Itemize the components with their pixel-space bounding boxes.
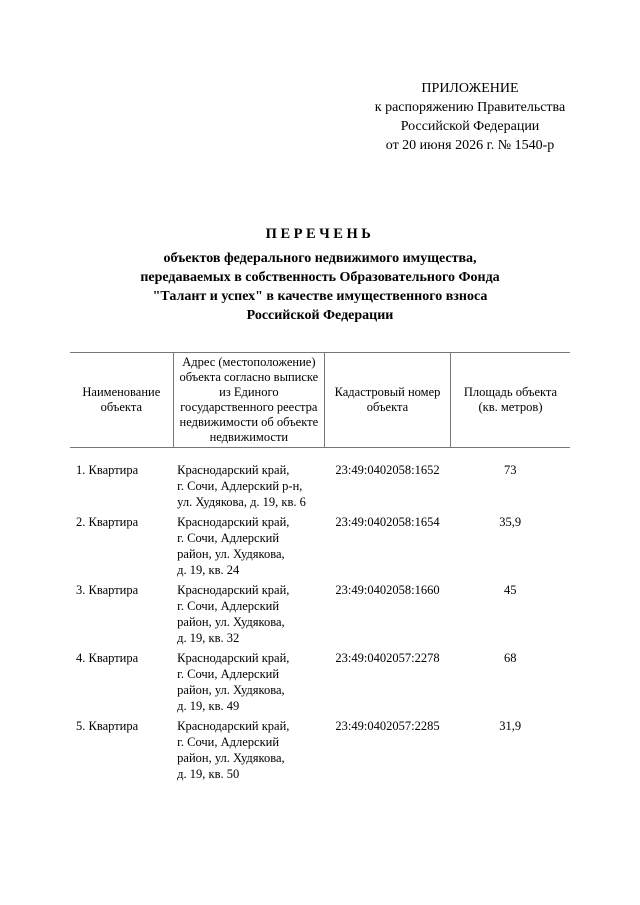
address-line: г. Сочи, Адлерский	[177, 599, 280, 613]
cell-area: 31,9	[499, 719, 522, 733]
appendix-government: Российской Федерации	[400, 119, 540, 134]
table-spacer	[70, 448, 570, 463]
cell-area: 68	[503, 651, 517, 665]
address-line: д. 19, кв. 50	[177, 767, 240, 781]
header-area: Площадь объекта (кв. метров)	[450, 353, 570, 448]
cell-area: 73	[503, 463, 517, 477]
cell-object-name: 2. Квартира	[76, 515, 139, 529]
table-header-row	[70, 353, 570, 448]
appendix-label: ПРИЛОЖЕНИЕ	[421, 81, 519, 96]
subtitle-line: объектов федерального недвижимого имущества,	[163, 251, 477, 266]
address-line: ул. Худякова, д. 19, кв. 6	[177, 495, 306, 509]
cell-object-name: 5. Квартира	[76, 719, 139, 733]
cell-area: 45	[503, 583, 517, 597]
table-row	[70, 718, 570, 786]
cell-address	[173, 462, 324, 514]
cell-address	[173, 650, 324, 718]
cell-cadastral-number: 23:49:0402058:1654	[335, 515, 440, 529]
cell-object-name: 4. Квартира	[76, 651, 139, 665]
cell-cadastral-number: 23:49:0402058:1660	[335, 583, 440, 597]
cell-object-name: 1. Квартира	[76, 463, 139, 477]
cell-object-name: 3. Квартира	[76, 583, 139, 597]
address-line: район, ул. Худякова,	[177, 683, 285, 697]
appendix-order-ref: к распоряжению Правительства	[374, 100, 566, 115]
header-object-name: Наименование объекта	[70, 353, 173, 448]
address-line: Краснодарский край,	[177, 719, 290, 733]
address-line: д. 19, кв. 32	[177, 631, 240, 645]
table-row	[70, 462, 570, 514]
address-line: Краснодарский край,	[177, 583, 290, 597]
property-table	[70, 352, 570, 786]
address-line: г. Сочи, Адлерский	[177, 735, 280, 749]
header-address: Адрес (местоположение) объекта согласно выписке из Единого государственного реестра недвижимости об объекте недвижимости	[173, 353, 324, 448]
cell-cadastral-number: 23:49:0402057:2278	[335, 651, 440, 665]
address-line: г. Сочи, Адлерский	[177, 531, 280, 545]
cell-address	[173, 582, 324, 650]
address-line: район, ул. Худякова,	[177, 547, 285, 561]
subtitle-line: "Талант и успех" в качестве имущественного взноса	[152, 289, 488, 304]
subtitle-line: Российской Федерации	[246, 308, 394, 323]
address-line: д. 19, кв. 49	[177, 699, 240, 713]
table-row	[70, 582, 570, 650]
table-row	[70, 514, 570, 582]
document-subtitle	[100, 249, 540, 325]
address-line: г. Сочи, Адлерский	[177, 667, 280, 681]
cell-cadastral-number: 23:49:0402057:2285	[335, 719, 440, 733]
cell-address	[173, 514, 324, 582]
address-line: район, ул. Худякова,	[177, 615, 285, 629]
cell-area: 35,9	[499, 515, 522, 529]
cell-address	[173, 718, 324, 786]
header-cadastral-number: Кадастровый номер объекта	[325, 353, 451, 448]
subtitle-line: передаваемых в собственность Образовательного Фонда	[140, 270, 500, 285]
address-line: Краснодарский край,	[177, 651, 290, 665]
address-line: Краснодарский край,	[177, 515, 290, 529]
cell-cadastral-number: 23:49:0402058:1652	[335, 463, 440, 477]
document-title: ПЕРЕЧЕНЬ	[265, 226, 375, 242]
address-line: г. Сочи, Адлерский р-н,	[177, 479, 303, 493]
table-body	[70, 448, 570, 787]
address-line: Краснодарский край,	[177, 463, 290, 477]
table-row	[70, 650, 570, 718]
address-line: район, ул. Худякова,	[177, 751, 285, 765]
address-line: д. 19, кв. 24	[177, 563, 240, 577]
appendix-block	[345, 79, 595, 155]
appendix-date-number: от 20 июня 2026 г. № 1540-р	[385, 138, 555, 153]
